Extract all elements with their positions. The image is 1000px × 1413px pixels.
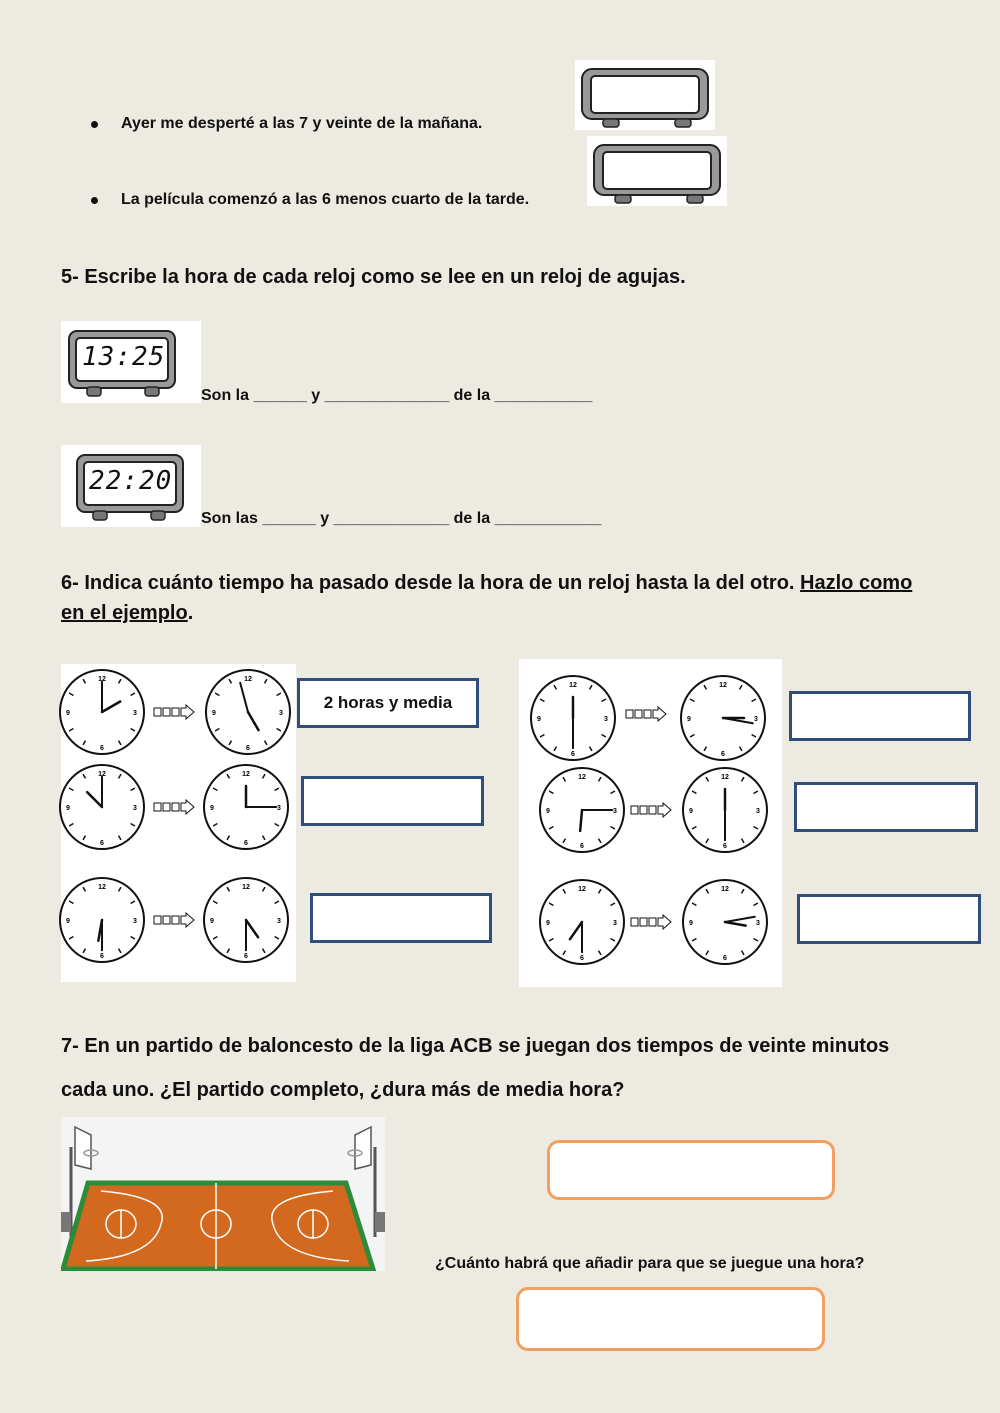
q6-heading: 6- Indica cuánto tiempo ha pasado desde la hora de un reloj hasta la del otro. Hazlo como en el ejemplo.: [61, 572, 913, 624]
clock-number: 3: [133, 918, 137, 925]
clock-number: 6: [100, 840, 104, 847]
answer-box-r3[interactable]: [797, 894, 981, 944]
q7-answer-box-1[interactable]: [547, 1140, 835, 1200]
digital-clock-1325: [61, 321, 201, 403]
q6-heading-underlined: Hazlo como en el ejemplo: [61, 572, 913, 624]
arrow-right-icon: [153, 799, 195, 815]
arrow-right-icon: [630, 914, 672, 930]
arrow-right-icon: [153, 704, 195, 720]
q5-fill-line-1[interactable]: Son la ______ y ______________ de la ___________: [201, 387, 593, 404]
analog-clock-icon: [57, 667, 147, 757]
basketball-court-image: [61, 1117, 385, 1271]
example-answer-box: [297, 678, 479, 728]
clock-number: 3: [279, 710, 283, 717]
empty-digital-clock-2: [587, 136, 727, 206]
clock-number: 3: [756, 920, 760, 927]
analog-clock-icon: [57, 762, 147, 852]
clock-number: 12: [242, 884, 250, 891]
digital-display: 22:20: [89, 466, 173, 496]
digital-clock-2220: [61, 445, 201, 527]
clock-number: 3: [604, 716, 608, 723]
clock-number: 6: [246, 745, 250, 752]
clock-number: 6: [580, 843, 584, 850]
q5-fill-line-2[interactable]: Son las ______ y _____________ de la ____________: [201, 510, 602, 527]
clock-number: 12: [719, 682, 727, 689]
clock-number: 6: [580, 955, 584, 962]
clock-number: 3: [613, 920, 617, 927]
digital-display: 13:25: [82, 342, 166, 372]
q7-heading-line2: cada uno. ¿El partido completo, ¿dura más de media hora?: [61, 1079, 625, 1101]
clock-number: 6: [723, 955, 727, 962]
clock-number: 12: [721, 774, 729, 781]
analog-clock-icon: [201, 875, 291, 965]
analog-clock-icon: [57, 875, 147, 965]
clock-number: 9: [546, 920, 550, 927]
bullet-text-1: Ayer me desperté a las 7 y veinte de la mañana.: [121, 115, 483, 132]
bullet-dot: [91, 197, 98, 204]
clock-number: 3: [756, 808, 760, 815]
answer-box-l2[interactable]: [301, 776, 484, 826]
clock-number: 9: [546, 808, 550, 815]
clock-number: 6: [723, 843, 727, 850]
clock-number: 9: [66, 918, 70, 925]
clock-number: 3: [277, 918, 281, 925]
clock-number: 6: [571, 751, 575, 758]
answer-box-r2[interactable]: [794, 782, 978, 832]
analog-clock-icon: [537, 765, 627, 855]
analog-clock-icon: [201, 762, 291, 852]
clock-number: 3: [613, 808, 617, 815]
clock-number: 9: [66, 805, 70, 812]
answer-box-l3[interactable]: [310, 893, 492, 943]
clock-number: 9: [210, 918, 214, 925]
clock-number: 9: [689, 808, 693, 815]
clock-number: 12: [244, 676, 252, 683]
clock-number: 6: [244, 953, 248, 960]
analog-clock-icon: [680, 877, 770, 967]
clock-number: 12: [721, 886, 729, 893]
clock-number: 9: [212, 710, 216, 717]
clock-number: 12: [578, 886, 586, 893]
clock-number: 9: [687, 716, 691, 723]
q7-sub-question: ¿Cuánto habrá que añadir para que se juegue una hora?: [435, 1255, 865, 1272]
analog-clock-icon: [537, 877, 627, 967]
clock-number: 12: [98, 884, 106, 891]
clock-number: 6: [244, 840, 248, 847]
arrow-right-icon: [630, 802, 672, 818]
empty-digital-clock-1: [575, 60, 715, 130]
clock-number: 3: [754, 716, 758, 723]
clock-number: 12: [569, 682, 577, 689]
answer-box-r1[interactable]: [789, 691, 971, 741]
clock-number: 6: [100, 953, 104, 960]
clock-number: 3: [133, 710, 137, 717]
clock-number: 12: [98, 771, 106, 778]
clock-number: 9: [537, 716, 541, 723]
clock-number: 9: [66, 710, 70, 717]
analog-clock-icon: [680, 765, 770, 855]
arrow-right-icon: [153, 912, 195, 928]
analog-clock-icon: [528, 673, 618, 763]
clock-number: 6: [721, 751, 725, 758]
clock-number: 3: [277, 805, 281, 812]
clock-number: 12: [98, 676, 106, 683]
clock-number: 9: [689, 920, 693, 927]
clock-number: 6: [100, 745, 104, 752]
clock-number: 12: [578, 774, 586, 781]
clock-number: 12: [242, 771, 250, 778]
q5-heading: 5- Escribe la hora de cada reloj como se lee en un reloj de agujas.: [61, 266, 686, 288]
bullet-dot: [91, 121, 98, 128]
example-answer-text: 2 horas y media: [323, 693, 453, 712]
q7-heading-line1: 7- En un partido de baloncesto de la liga ACB se juegan dos tiempos de veinte minutos: [61, 1035, 890, 1057]
bullet-text-2: La película comenzó a las 6 menos cuarto de la tarde.: [121, 191, 530, 208]
arrow-right-icon: [625, 706, 667, 722]
q7-answer-box-2[interactable]: [516, 1287, 825, 1351]
clock-number: 3: [133, 805, 137, 812]
analog-clock-icon: [203, 667, 293, 757]
analog-clock-icon: [678, 673, 768, 763]
clock-number: 9: [210, 805, 214, 812]
